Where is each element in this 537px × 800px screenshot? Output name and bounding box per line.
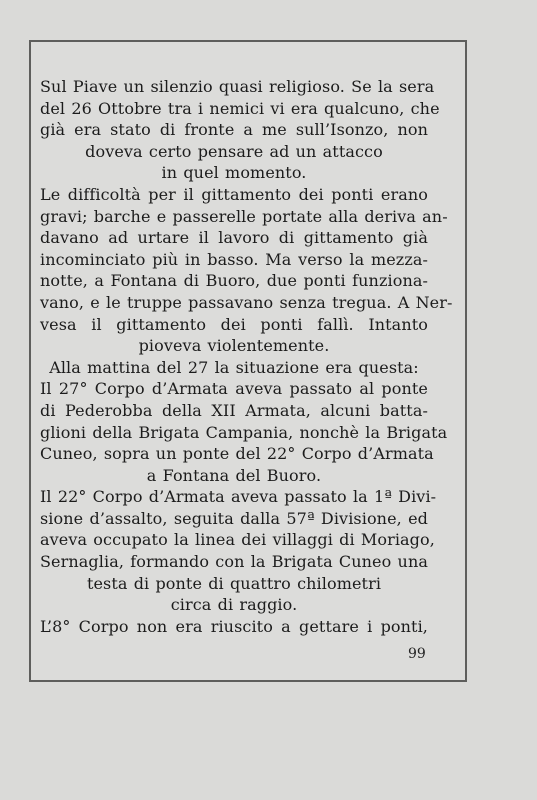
text-line: Sul Piave un silenzio quasi religioso. Se la sera [40, 77, 435, 96]
text-line: già era stato di fronte a me sull’Isonzo, non [40, 120, 428, 140]
text-line: vesa il gittamento dei ponti fallì. Intanto [40, 314, 428, 334]
text-line: Il 27° Corpo d’Armata aveva passato al ponte [40, 379, 428, 399]
text-line: doveva certo pensare ad un attacco [85, 141, 383, 161]
body-text [40, 76, 453, 637]
text-line: Alla mattina del 27 la situazione era questa: [49, 357, 419, 377]
text-line: incominciato più in basso. Ma verso la mezza- [40, 249, 428, 269]
page-number: 99 [408, 646, 426, 662]
text-line: del 26 Ottobre tra i nemici vi era qualcuno, che [40, 98, 440, 118]
text-line: di Pederobba della XII Armata, alcuni batta- [40, 400, 428, 420]
text-line: Le difficoltà per il gittamento dei ponti erano [40, 184, 428, 204]
text-line: davano ad urtare il lavoro di gittamento già [40, 228, 428, 248]
text-line: notte, a Fontana di Buoro, due ponti funziona- [40, 271, 428, 291]
text-line: glioni della Brigata Campania, nonchè la Brigata [40, 422, 448, 442]
text-line: a Fontana del Buoro. [146, 465, 322, 485]
text-line: circa di raggio. [170, 595, 298, 615]
text-line: sione d’assalto, seguita dalla 57ª Divisione, ed [40, 508, 428, 528]
text-line: pioveva violentemente. [138, 336, 330, 356]
text-line: in quel momento. [161, 163, 307, 183]
text-line: testa di ponte di quattro chilometri [86, 573, 382, 593]
text-line: vano, e le truppe passavano senza tregua. A Ner- [40, 292, 453, 312]
text-line: L’8° Corpo non era riuscito a gettare i ponti, [40, 616, 428, 636]
text-line: gravi; barche e passerelle portate alla deriva an- [40, 206, 448, 226]
text-line: Il 22° Corpo d’Armata aveva passato la 1ª Divi- [40, 487, 437, 507]
text-line: Cuneo, sopra un ponte del 22° Corpo d’Armata [40, 444, 434, 464]
text-line: Sernaglia, formando con la Brigata Cuneo una [40, 552, 428, 572]
text-line: aveva occupato la linea dei villaggi di Moriago, [40, 530, 435, 550]
